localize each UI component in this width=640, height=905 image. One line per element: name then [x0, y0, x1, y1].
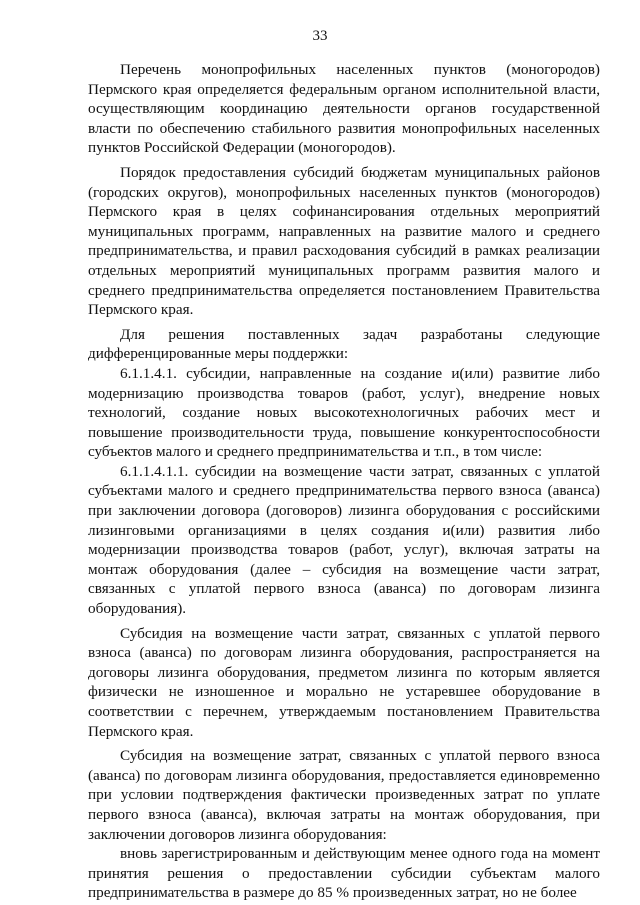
page-number: 33: [312, 28, 328, 44]
document-body: [88, 60, 600, 903]
paragraph-item-6-1-1-4-1: 6.1.1.4.1. субсидии, направленные на создание и(или) развитие либо модернизацию производства товаров (работ, услуг), внедрение новых технологий, создание новых высокотехнологичных рабочих мест и повышение производительности труда, повышение конкурентоспособности субъектов малого и среднего предпринимательства и т.п., в том числе:: [88, 364, 600, 461]
paragraph-leasing-scope: Субсидия на возмещение части затрат, связанных с уплатой первого взноса (аванса) по договорам лизинга оборудования, распространяется на договоры лизинга оборудования, предметом лизинга по которым является физически не изношенное и морально не устаревшее оборудование в соответствии с перечнем, утверждаемым постановлением Правительства Пермского края.: [88, 624, 600, 740]
paragraph-new-businesses: вновь зарегистрированным и действующим менее одного года на момент принятия решения о предоставлении субсидии субъектам малого предпринимательства в размере до 85 % произведенных затрат, но не более: [88, 845, 600, 902]
paragraph-monotowns-list: Перечень монопрофильных населенных пунктов (моногородов) Пермского края определяется федеральным органом исполнительной власти, осуществляющим координацию деятельности органов государственной власти по обеспечению стабильного развития монопрофильных населенных пунктов Российской Федерации (моногородов).: [88, 61, 600, 157]
paragraph-subsidy-procedure: Порядок предоставления субсидий бюджетам муниципальных районов (городских округов), монопрофильных населенных пунктов (моногородов) Пермского края в целях софинансирования отдельных мероприятий муниципальных программ, направленных на развитие малого и среднего предпринимательства, и правил расходования субсидий в рамках реализации отдельных мероприятий муниципальных программ развития малого и среднего предпринимательства определяется постановлением Правительства Пермского края.: [88, 163, 600, 319]
paragraph-item-6-1-1-4-1-1: 6.1.1.4.1.1. субсидии на возмещение части затрат, связанных с уплатой субъектами малого и среднего предпринимательства первого взноса (аванса) при заключении договора (договоров) лизинга оборудования с российскими лизинговыми организациями в целях создания и(или) развития либо модернизации производства товаров (работ, услуг), включая затраты на монтаж оборудования (далее – субсидия на возмещение части затрат, связанных с уплатой первого взноса (аванса) по договорам лизинга оборудования).: [88, 462, 600, 618]
paragraph-leasing-conditions: Субсидия на возмещение затрат, связанных с уплатой первого взноса (аванса) по договорам лизинга оборудования, предоставляется единовременно при условии подтверждения фактически произведенных затрат по уплате первого взноса (аванса), включая затраты на монтаж оборудования, при заключении договоров лизинга оборудования:: [88, 747, 600, 843]
paragraph-support-measures-intro: Для решения поставленных задач разработаны следующие дифференцированные меры поддержки:: [88, 325, 600, 363]
